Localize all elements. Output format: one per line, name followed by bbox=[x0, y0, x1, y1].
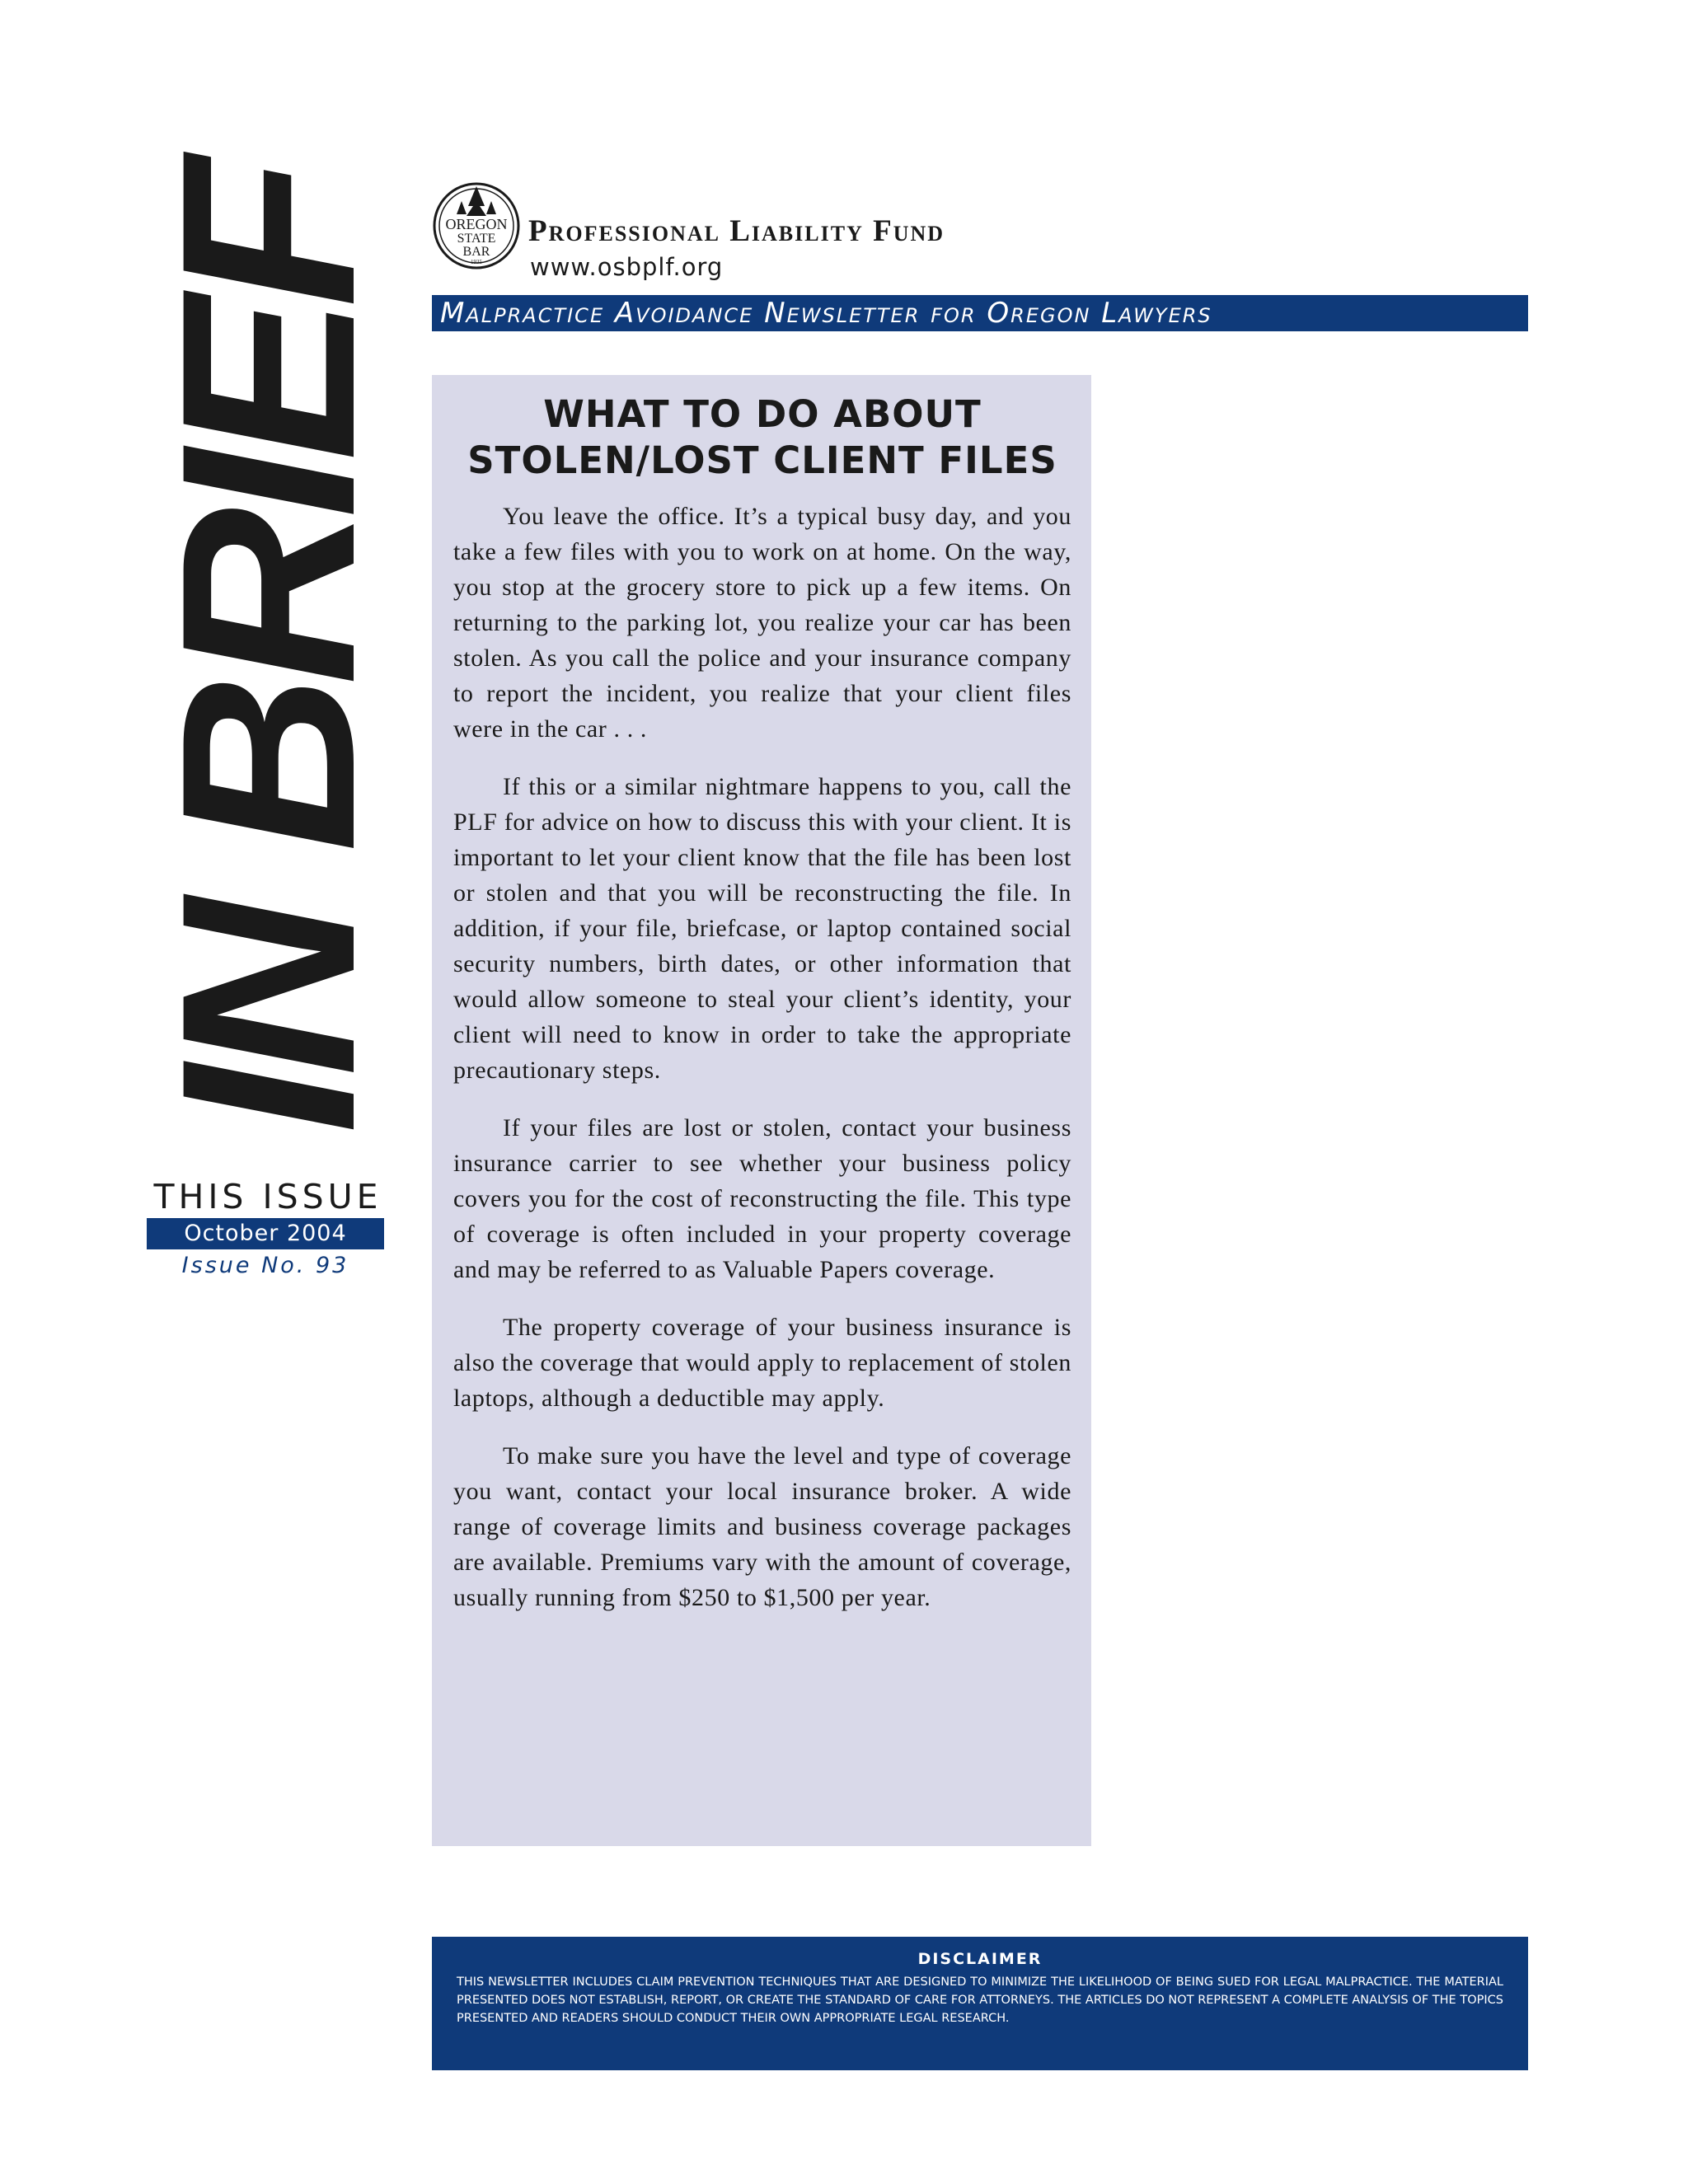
org-url[interactable]: www.osbplf.org bbox=[530, 253, 724, 281]
article-paragraph: If your files are lost or stolen, contact your business insurance carrier to see whether your business policy covers you for the cost of reconstructing the file. This type of coverage is often included in your property coverage and may be referred to as Valuable Papers coverage. bbox=[453, 1114, 1071, 1283]
issue-date: October 2004 bbox=[147, 1218, 384, 1249]
article-paragraph: The property coverage of your business insurance is also the coverage that would apply to replacement of stolen laptops, although a deductible may apply. bbox=[453, 1314, 1071, 1412]
issue-number: Issue No. 93 bbox=[181, 1253, 349, 1278]
article-title-line2: STOLEN/LOST CLIENT FILES bbox=[467, 438, 1057, 482]
tagline-text: Malpractice Avoidance Newsletter for Oregon Lawyers bbox=[440, 297, 1212, 330]
article-title bbox=[453, 391, 1071, 484]
article-box bbox=[432, 375, 1091, 1846]
article-body bbox=[453, 499, 1071, 1615]
issue-heading: THIS ISSUE bbox=[153, 1177, 382, 1216]
org-name: Professional Liability Fund bbox=[528, 214, 945, 248]
masthead bbox=[129, 132, 406, 1170]
seal-text-state: STATE bbox=[457, 232, 496, 246]
disclaimer-title: DISCLAIMER bbox=[917, 1950, 1043, 1968]
disclaimer-text: THIS NEWSLETTER INCLUDES CLAIM PREVENTION TECHNIQUES THAT ARE DESIGNED TO MINIMIZE THE LIKELIHOOD OF BEING SUED FOR LEGAL MALPRACTICE. THE MATERIAL PRESENTED DOES NOT ESTABLISH, REPORT, OR CREATE THE STANDARD OF CARE FOR ATTORNEYS. THE ARTICLES DO NOT REPRESENT A COMPLETE ANALYSIS OF THE TOPICS PRESENTED AND READERS SHOULD CONDUCT THEIR OWN APPROPRIATE LEGAL RESEARCH. bbox=[457, 1975, 1503, 2025]
article-paragraph: You leave the office. It’s a typical busy day, and you take a few files with you to work on at home. On the way, you stop at the grocery store to pick up a few items. On returning to the parking lot, you realize your car has been stolen. As you call the police and your insurance company to report the incident, you realize that your client files were in the car . . . bbox=[453, 503, 1071, 743]
disclaimer-box bbox=[432, 1937, 1528, 2070]
article-paragraph: If this or a similar nightmare happens to you, call the PLF for advice on how to discuss this with your client. It is important to let your client know that the file has been lost or stolen and that you will be reconstructing the file. In addition, if your file, briefcase, or laptop contained social security numbers, birth dates, or other information that would allow someone to steal your client’s identity, your client will need to know in order to take the appropriate precautionary steps. bbox=[453, 773, 1071, 1084]
issue-block bbox=[147, 1179, 384, 1282]
seal-text-bar: BAR bbox=[462, 245, 490, 259]
oregon-state-bar-seal-icon bbox=[432, 181, 521, 270]
article-title-line1: WHAT TO DO ABOUT bbox=[543, 392, 982, 436]
seal-text-oregon: OREGON bbox=[445, 216, 508, 232]
article-paragraph: To make sure you have the level and type of coverage you want, contact your local insurance broker. A wide range of coverage limits and business coverage packages are available. Premiums vary with the amount of coverage, usually running from $250 to $1,500 per year. bbox=[453, 1442, 1071, 1611]
seal-text-year: 1935 bbox=[471, 259, 482, 265]
tagline-bar bbox=[432, 295, 1528, 331]
masthead-title: IN BRIEF bbox=[129, 168, 406, 1134]
